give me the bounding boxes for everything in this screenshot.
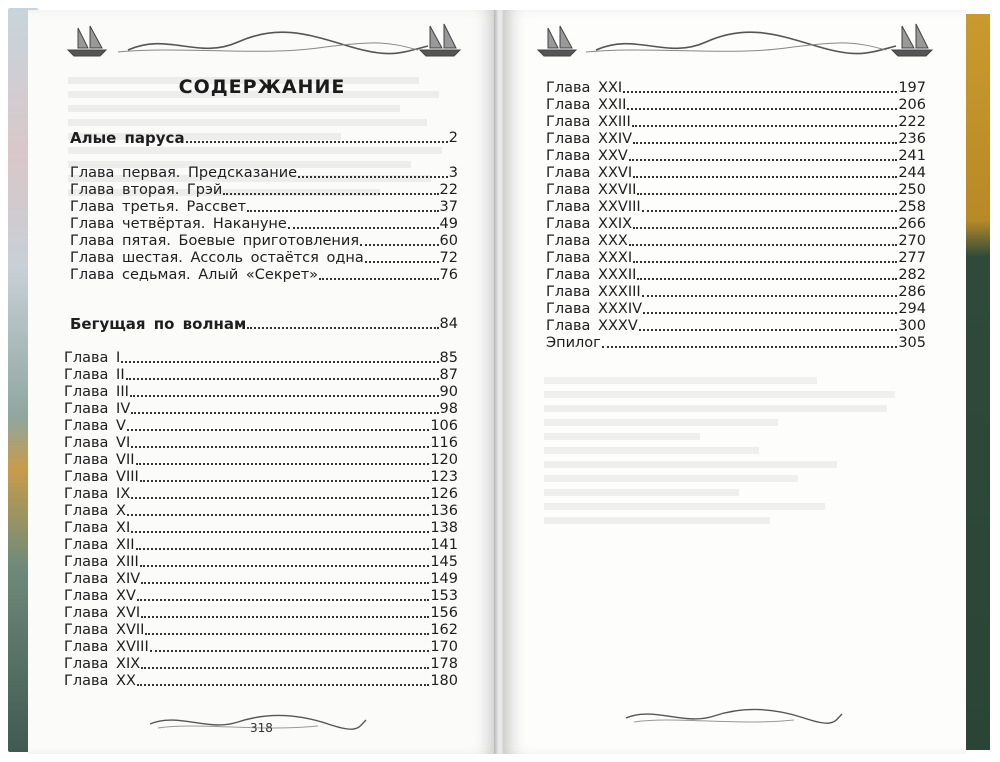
toc-entry[interactable] [64, 418, 458, 435]
dot-leader [127, 429, 429, 431]
toc-entry[interactable] [546, 80, 926, 97]
dot-leader [131, 497, 429, 499]
entry-label: Глава XXXIV [546, 301, 643, 317]
entry-label: Глава XXIII [546, 114, 631, 130]
entry-label: Глава пятая. Боевые приготовления [70, 233, 360, 249]
entry-page: 106 [430, 418, 458, 434]
toc-entry[interactable] [64, 469, 458, 486]
toc-entry[interactable] [64, 639, 458, 656]
entry-page: 76 [439, 267, 458, 283]
ship-ornament-header-right [526, 16, 936, 62]
part-entry[interactable] [70, 316, 458, 333]
entry-label: Глава XXXI [546, 250, 633, 266]
entry-page: 72 [439, 250, 458, 266]
toc-entry[interactable] [546, 216, 926, 233]
entry-page: 282 [898, 267, 926, 283]
entry-page: 123 [430, 469, 458, 485]
toc-entry[interactable] [64, 656, 458, 673]
entry-label: Глава VI [64, 435, 131, 451]
entry-label: Глава XV [64, 588, 136, 604]
dot-leader [629, 244, 897, 246]
dot-leader [186, 141, 448, 143]
dot-leader [141, 582, 429, 584]
page-number-footer: 318 [250, 721, 273, 735]
entry-label: Глава вторая. Грэй [70, 182, 223, 198]
toc-entry[interactable] [64, 537, 458, 554]
entry-page: 85 [439, 350, 458, 366]
bleed-through-text [544, 370, 934, 690]
dot-leader [288, 227, 439, 229]
toc-entry[interactable] [546, 267, 926, 284]
entry-page: 153 [430, 588, 458, 604]
entry-page: 197 [898, 80, 926, 96]
part-title: Бегущая по волнам [70, 315, 247, 333]
entry-label: Глава III [64, 384, 129, 400]
dot-leader [642, 210, 898, 212]
dot-leader [150, 650, 430, 652]
toc-entry[interactable] [64, 622, 458, 639]
toc-entry[interactable] [546, 233, 926, 250]
entry-page: 178 [430, 656, 458, 672]
entry-label: Глава X [64, 503, 126, 519]
entry-page: 277 [898, 250, 926, 266]
toc-entry[interactable] [64, 486, 458, 503]
entry-page: 22 [439, 182, 458, 198]
entry-page: 90 [439, 384, 458, 400]
entry-label: Глава XXXII [546, 267, 637, 283]
dot-leader [633, 261, 897, 263]
entry-page: 250 [898, 182, 926, 198]
toc-entry[interactable] [546, 182, 926, 199]
entry-page: 49 [439, 216, 458, 232]
entry-page: 266 [898, 216, 926, 232]
dot-leader [360, 244, 438, 246]
dot-leader [137, 599, 429, 601]
toc-entry[interactable] [64, 571, 458, 588]
entry-label: Глава XXXV [546, 318, 638, 334]
dot-leader [629, 159, 897, 161]
entry-page: 294 [898, 301, 926, 317]
entry-label: Глава XXI [546, 80, 623, 96]
dot-leader [365, 261, 439, 263]
dot-leader [623, 91, 897, 93]
page-number: 84 [439, 316, 458, 332]
part-title: Алые паруса [70, 129, 185, 147]
toc-entry[interactable] [546, 284, 926, 301]
entry-page: 136 [430, 503, 458, 519]
entry-page: 87 [439, 367, 458, 383]
dot-leader [136, 548, 430, 550]
dot-leader [131, 446, 429, 448]
toc-entry[interactable] [64, 367, 458, 384]
dot-leader [627, 108, 897, 110]
entry-label: Эпилог [546, 335, 601, 351]
entry-label: Глава XIV [64, 571, 141, 587]
dot-leader [633, 227, 897, 229]
toc-entry[interactable] [64, 605, 458, 622]
ship-icon [68, 26, 106, 56]
toc-entry[interactable] [546, 335, 926, 352]
entry-page: 116 [430, 435, 458, 451]
toc-entry[interactable] [546, 131, 926, 148]
entry-label: Глава седьмая. Алый «Секрет» [70, 267, 319, 283]
toc-entry[interactable] [64, 673, 458, 690]
toc-entry[interactable] [64, 588, 458, 605]
entry-label: Глава XVII [64, 622, 145, 638]
entry-label: Глава XXVII [546, 182, 637, 198]
entry-label: Глава XXXIII [546, 284, 641, 300]
ship-icon [420, 24, 460, 56]
toc-entry[interactable] [64, 503, 458, 520]
toc-entry[interactable] [70, 182, 458, 199]
entry-label: Глава XXVI [546, 165, 633, 181]
dot-leader [140, 565, 430, 567]
ship-ornament-header-left [58, 16, 468, 62]
dot-leader [141, 616, 429, 618]
toc-entry[interactable] [70, 250, 458, 267]
dot-leader [637, 278, 897, 280]
entry-label: Глава XVI [64, 605, 141, 621]
entry-page: 162 [430, 622, 458, 638]
entry-label: Глава XXV [546, 148, 628, 164]
entry-label: Глава XXVIII [546, 199, 641, 215]
entry-label: Глава третья. Рассвет [70, 199, 247, 215]
dot-leader [136, 463, 430, 465]
toc-entry[interactable] [64, 401, 458, 418]
entry-page: 141 [430, 537, 458, 553]
dot-leader [247, 327, 438, 329]
toc-entry[interactable] [70, 267, 458, 284]
entry-label: Глава XVIII [64, 639, 149, 655]
dot-leader [637, 193, 897, 195]
dot-leader [141, 667, 429, 669]
toc-entry[interactable] [64, 435, 458, 452]
toc-entry[interactable] [70, 165, 458, 182]
toc-entry[interactable] [546, 250, 926, 267]
entry-label: Глава IX [64, 486, 131, 502]
entry-label: Глава XI [64, 520, 131, 536]
entry-page: 138 [430, 520, 458, 536]
entry-label: Глава II [64, 367, 125, 383]
dot-leader [137, 684, 429, 686]
entry-label: Глава XXII [546, 97, 627, 113]
entry-page: 145 [430, 554, 458, 570]
ship-icon [538, 26, 576, 56]
entry-page: 3 [448, 165, 458, 181]
toc-entry[interactable] [546, 148, 926, 165]
entry-label: Глава IV [64, 401, 131, 417]
entry-page: 156 [430, 605, 458, 621]
entry-label: Глава первая. Предсказание [70, 165, 298, 181]
entry-label: Глава I [64, 350, 121, 366]
left-page [28, 10, 496, 754]
entry-page: 241 [898, 148, 926, 164]
dot-leader [633, 176, 897, 178]
toc-entry[interactable] [70, 199, 458, 216]
entry-page: 286 [898, 284, 926, 300]
entry-page: 206 [898, 97, 926, 113]
toc-entry[interactable] [546, 165, 926, 182]
right-page [504, 10, 966, 754]
toc-entry[interactable] [64, 452, 458, 469]
dot-leader [126, 378, 439, 380]
entry-page: 222 [898, 114, 926, 130]
dot-leader [602, 346, 898, 348]
toc-entry[interactable] [70, 216, 458, 233]
entry-page: 170 [430, 639, 458, 655]
entry-page: 126 [430, 486, 458, 502]
dot-leader [247, 210, 439, 212]
toc-entry[interactable] [546, 318, 926, 335]
toc-entry[interactable] [70, 233, 458, 250]
dot-leader [145, 633, 429, 635]
toc-entry[interactable] [64, 384, 458, 401]
toc-entry[interactable] [64, 520, 458, 537]
entry-label: Глава VIII [64, 469, 139, 485]
entry-page: 37 [439, 199, 458, 215]
toc-entry[interactable] [64, 554, 458, 571]
entry-page: 236 [898, 131, 926, 147]
entry-page: 98 [439, 401, 458, 417]
dot-leader [632, 125, 898, 127]
toc-entry[interactable] [546, 97, 926, 114]
toc-entry[interactable] [546, 301, 926, 318]
wave-ornament-footer [624, 704, 844, 728]
part-entry[interactable] [70, 130, 458, 147]
entry-page: 258 [898, 199, 926, 215]
entry-label: Глава XIX [64, 656, 141, 672]
entry-label: Глава XXIV [546, 131, 633, 147]
entry-label: Глава VII [64, 452, 135, 468]
dot-leader [298, 176, 448, 178]
dot-leader [223, 193, 438, 195]
dot-leader [121, 361, 438, 363]
entry-label: Глава XIII [64, 554, 139, 570]
dot-leader [140, 480, 430, 482]
entry-label: Глава XXX [546, 233, 628, 249]
entry-page: 305 [898, 335, 926, 351]
entry-page: 180 [430, 673, 458, 689]
dot-leader [642, 295, 898, 297]
entry-page: 120 [430, 452, 458, 468]
entry-label: Глава XII [64, 537, 135, 553]
dot-leader [319, 278, 438, 280]
dot-leader [633, 142, 897, 144]
toc-entry[interactable] [64, 350, 458, 367]
contents-heading: СОДЕРЖАНИЕ [178, 76, 346, 98]
entry-label: Глава шестая. Ассоль остаётся одна [70, 250, 364, 266]
dot-leader [131, 531, 429, 533]
page-number: 2 [448, 130, 458, 146]
entry-label: Глава XXIX [546, 216, 633, 232]
entry-page: 270 [898, 233, 926, 249]
entry-page: 149 [430, 571, 458, 587]
entry-label: Глава четвёртая. Накануне [70, 216, 287, 232]
entry-label: Глава XX [64, 673, 136, 689]
entry-label: Глава V [64, 418, 126, 434]
dot-leader [130, 395, 439, 397]
toc-entry[interactable] [546, 199, 926, 216]
dot-leader [131, 412, 438, 414]
entry-page: 244 [898, 165, 926, 181]
entry-page: 300 [898, 318, 926, 334]
toc-entry[interactable] [546, 114, 926, 131]
dot-leader [639, 329, 898, 331]
entry-page: 60 [439, 233, 458, 249]
dot-leader [643, 312, 897, 314]
ship-icon [892, 24, 932, 56]
dot-leader [127, 514, 429, 516]
